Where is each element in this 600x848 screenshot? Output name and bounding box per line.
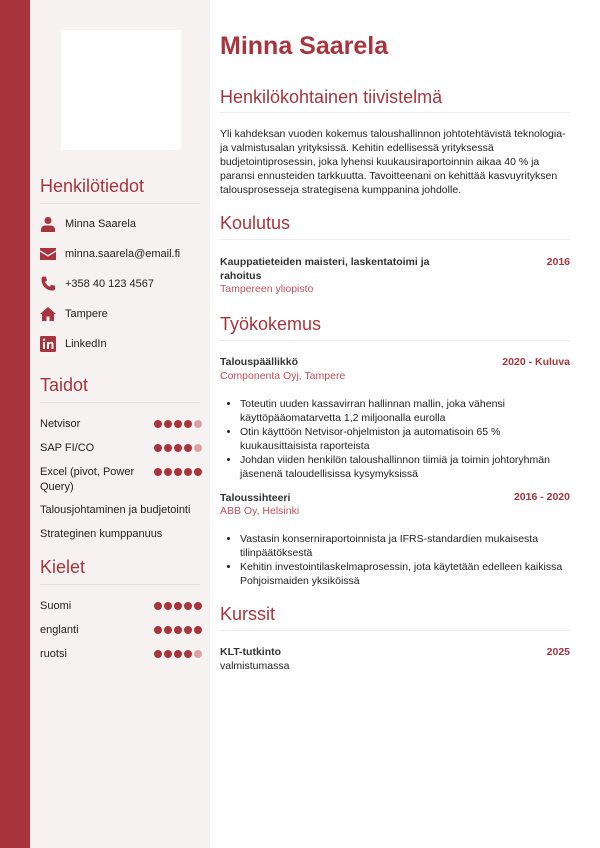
rating-dot [154,626,162,634]
skill-rating [154,444,202,452]
language-name: ruotsi [40,648,67,660]
accent-strip [0,0,30,848]
skill-item [40,417,202,432]
contact-phone-text[interactable]: +358 40 123 4567 [65,278,155,290]
achievement-item: • Vastasin konserniraportoinnista ja IFRS-standardien mukaisesta tilinpäätöksestä [240,532,570,560]
job-company: ABB Oy, Helsinki [220,505,300,517]
user-icon [40,216,56,232]
summary-text: Yli kahdeksan vuoden kokemus taloushallinnon johtotehtävistä teknologia- ja valmistusalan yrityksissä. Kehitin edellisessä yrityksessä budjetointiprosessin, joka lyhensi kuukausiraportoinnin aikaa 40 % ja paransi ennusteiden tarkkuutta. Tavoitteenani on kehittää kasvuyrityksen talousprosesseja strategisena kumppanina johdolle. [220,128,566,196]
rating-dot [184,650,192,658]
divider [40,584,200,585]
contact-linkedin[interactable] [40,336,107,352]
language-rating [154,626,202,634]
job-dates: 2020 - Kuluva [502,356,570,368]
rating-dot [184,444,192,452]
home-icon [40,306,56,322]
skill-rating [154,420,202,428]
skill-name: Excel (pivot, Power Query) [40,466,135,493]
experience-heading: Työkokemus [220,314,322,334]
linkedin-icon [40,336,56,352]
rating-dot [154,602,162,610]
rating-dot [184,626,192,634]
divider [220,340,570,341]
skill-rating [154,468,202,476]
course-year: 2025 [546,646,570,658]
education-heading: Koulutus [220,213,291,233]
language-item [40,599,202,614]
divider [40,203,200,204]
rating-dot [164,420,172,428]
courses-heading: Kurssit [220,604,276,624]
achievement-item: • Toteutin uuden kassavirran hallinnan mallin, joka vähensi käyttöpääomatarvetta 1,2 miljoonalla eurolla [240,397,570,425]
job-company: Componenta Oyj, Tampere [220,370,346,382]
rating-dot [194,444,202,452]
achievement-item: • Johdan viiden henkilön taloushallinnon tiimiä ja toimin johtoryhmän jäsenenä taloudellisissa kysymyksissä [240,453,570,481]
contact-linkedin-text[interactable]: LinkedIn [65,338,107,350]
contact-location [40,306,108,322]
skill-item [40,465,202,495]
language-rating [154,602,202,610]
education-year: 2016 [546,256,570,268]
language-item [40,623,202,638]
rating-dot [174,468,182,476]
rating-dot [174,420,182,428]
job-achievements [240,397,570,481]
rating-dot [164,602,172,610]
course-status: valmistumassa [220,660,290,672]
divider [220,239,570,240]
skill-name: SAP FI/CO [40,442,95,454]
contact-name-text: Minna Saarela [65,218,136,230]
rating-dot [174,602,182,610]
course-name: KLT-tutkinto [220,646,282,658]
rating-dot [164,468,172,476]
education-school: Tampereen yliopisto [220,283,314,295]
contact-email-text[interactable]: minna.saarela@email.fi [65,248,181,260]
rating-dot [194,602,202,610]
skill-item [40,503,202,518]
rating-dot [174,626,182,634]
rating-dot [184,602,192,610]
job-title: Talouspäällikkö [220,356,298,368]
skill-item [40,527,202,542]
divider [220,630,570,631]
rating-dot [164,444,172,452]
rating-dot [194,420,202,428]
skill-name: Strateginen kumppanuus [40,528,163,540]
contact-email[interactable] [40,246,180,262]
rating-dot [174,650,182,658]
rating-dot [194,626,202,634]
achievement-item: • Kehitin investointilaskelmaprosessin, jota käytetään edelleen kaikissa Pohjoismaiden yksiköissä [240,560,570,588]
language-rating [154,650,202,658]
rating-dot [174,444,182,452]
skills-heading: Taidot [40,375,89,395]
rating-dot [154,468,162,476]
contact-phone[interactable] [40,276,154,292]
rating-dot [184,468,192,476]
envelope-icon [40,246,56,262]
divider [220,112,570,113]
job-title: Taloussihteeri [220,492,291,504]
education-degree: Kauppatieteiden maisteri, laskentatoimi ja rahoitus [220,256,430,282]
skill-item [40,441,202,456]
contact-location-text: Tampere [65,308,108,320]
skill-name: Talousjohtaminen ja budjetointi [40,504,191,516]
rating-dot [164,626,172,634]
rating-dot [194,650,202,658]
skill-name: Netvisor [40,418,81,430]
personal-info-heading: Henkilötiedot [40,176,145,196]
phone-icon [40,276,56,292]
language-name: englanti [40,624,79,636]
achievement-item: • Otin käyttöön Netvisor-ohjelmiston ja automatisoin 65 % kuukausittaisista raporteista [240,425,570,453]
rating-dot [154,444,162,452]
divider [40,402,200,403]
rating-dot [194,468,202,476]
contact-name [40,216,136,232]
language-name: Suomi [40,600,72,612]
job-achievements [240,532,570,588]
rating-dot [154,420,162,428]
profile-photo-placeholder [61,30,181,150]
language-item [40,647,202,662]
candidate-name: Minna Saarela [220,32,389,60]
summary-heading: Henkilökohtainen tiivistelmä [220,87,443,107]
languages-heading: Kielet [40,557,86,577]
rating-dot [184,420,192,428]
rating-dot [154,650,162,658]
job-dates: 2016 - 2020 [513,491,570,503]
rating-dot [164,650,172,658]
